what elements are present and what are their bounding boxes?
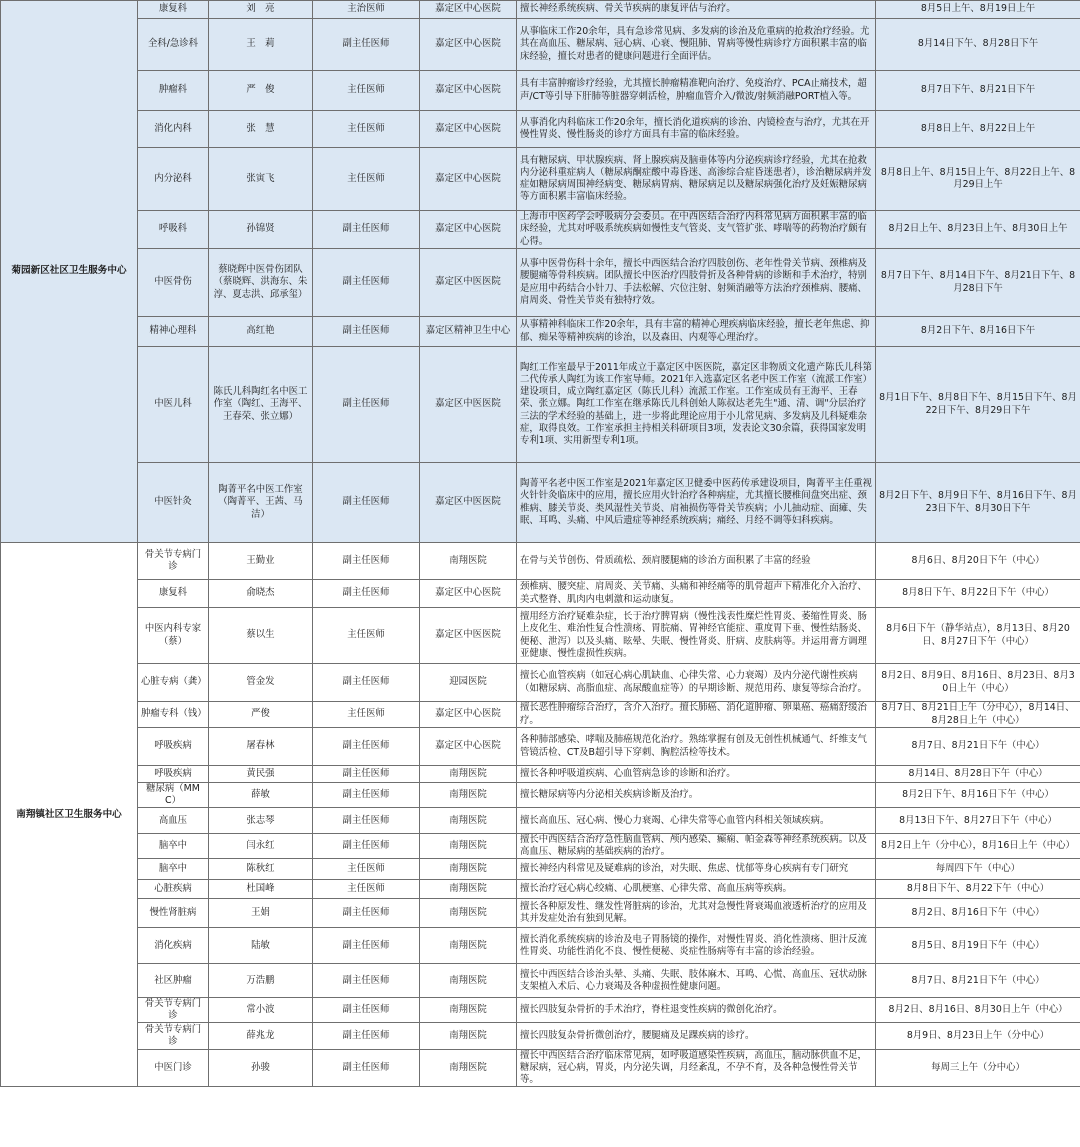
time-cell: 8月7日下午、8月21日下午 [876,71,1080,111]
title-cell: 副主任医师 [313,347,420,463]
department-cell: 中医儿科 [138,347,209,463]
title-cell: 副主任医师 [313,928,420,964]
department-cell: 脑卒中 [138,859,209,880]
department-cell: 心脏疾病 [138,880,209,899]
title-cell: 主治医师 [313,1,420,19]
department-cell: 中医骨伤 [138,249,209,317]
table-row [1,808,1080,834]
time-cell: 8月2日上午、8月23日上午、8月30日上午 [876,211,1080,249]
doctor-cell: 杜国峰 [209,880,313,899]
specialty-cell: 擅长治疗冠心病心绞痛、心肌梗塞、心律失常、高血压病等疾病。 [517,880,876,899]
specialty-cell: 从事精神科临床工作20余年，具有丰富的精神心理疾病临床经验，擅长老年焦虑、抑郁、痴呆等精神疾病的诊治，以及森田、内观等心理治疗。 [517,317,876,347]
time-cell: 8月7日、8月21日下午（中心） [876,964,1080,998]
specialty-cell: 陶菁平名老中医工作室是2021年嘉定区卫健委中医药传承建设项目，陶菁平主任重视火针针灸临床中的应用，擅长应用火针治疗各种病症，尤其擅长腰椎间盘突出症、颈椎病、膝关节炎、类风湿性关节炎、肩袖损伤等骨关节疾病；小儿抽动症、面瘫、失眠、耳鸣、头痛、中风后遗症等神经系统疾病；痛经、月经不调等妇科疾病。 [517,463,876,543]
table-row [1,580,1080,608]
department-cell: 骨关节专病门诊 [138,998,209,1023]
department-cell: 糖尿病（MMC） [138,783,209,808]
department-cell: 全科/急诊科 [138,19,209,71]
hospital-cell: 嘉定区中心医院 [420,148,517,211]
table-row [1,728,1080,766]
table-row [1,859,1080,880]
table-row [1,148,1080,211]
time-cell: 8月5日上午、8月19日上午 [876,1,1080,19]
hospital-cell: 南翔医院 [420,1050,517,1087]
specialty-cell: 擅长各种呼吸道疾病、心血管病急诊的诊断和治疗。 [517,766,876,783]
doctor-cell: 俞晓杰 [209,580,313,608]
title-cell: 主任医师 [313,71,420,111]
time-cell: 8月7日、8月21日上午（分中心），8月14日、8月28日上午（中心） [876,702,1080,728]
table-row [1,1,1080,19]
hospital-cell: 嘉定区精神卫生中心 [420,317,517,347]
table-row [1,71,1080,111]
doctor-cell: 张志琴 [209,808,313,834]
time-cell: 8月8日上午、8月15日上午、8月22日上午、8月29日上午 [876,148,1080,211]
table-row [1,1023,1080,1050]
title-cell: 副主任医师 [313,766,420,783]
title-cell: 主任医师 [313,148,420,211]
time-cell: 8月9日、8月23日上午（分中心） [876,1023,1080,1050]
department-cell: 康复科 [138,580,209,608]
table-row [1,1050,1080,1087]
title-cell: 主任医师 [313,880,420,899]
doctor-cell: 张 慧 [209,111,313,148]
specialty-cell: 擅长消化系统疾病的诊治及电子胃肠镜的操作，对慢性胃炎、消化性溃疡、胆汁反流性胃炎、功能性消化不良、慢性便秘、炎症性肠病等有丰富的诊治经验。 [517,928,876,964]
specialty-cell: 颈椎病、腰突症、肩周炎、关节痛、头痛和神经痛等的肌骨超声下精准化介入治疗、美式整脊、肌肉内电刺激和运动康复。 [517,580,876,608]
hospital-cell: 南翔医院 [420,899,517,928]
table-row [1,834,1080,859]
title-cell: 副主任医师 [313,998,420,1023]
title-cell: 副主任医师 [313,808,420,834]
table-row [1,347,1080,463]
hospital-cell: 南翔医院 [420,880,517,899]
doctor-cell: 黄民强 [209,766,313,783]
department-cell: 内分泌科 [138,148,209,211]
specialty-cell: 擅长四肢复杂骨折微创治疗，腰腿痛及足踝疾病的诊疗。 [517,1023,876,1050]
department-cell: 社区肿瘤 [138,964,209,998]
doctor-cell: 蔡晓辉中医骨伤团队（蔡晓辉、洪海东、朱淳、夏志洪、邱承玺） [209,249,313,317]
time-cell: 8月2日、8月16日下午（中心） [876,899,1080,928]
doctor-cell: 陆敏 [209,928,313,964]
time-cell: 8月8日上午、8月22日上午 [876,111,1080,148]
title-cell: 主任医师 [313,111,420,148]
time-cell: 8月6日、8月20日下午（中心） [876,543,1080,580]
time-cell: 8月14日下午、8月28日下午 [876,19,1080,71]
hospital-cell: 嘉定区中医医院 [420,463,517,543]
doctor-cell: 孙锦贤 [209,211,313,249]
department-cell: 中医内科专家（蔡） [138,608,209,664]
title-cell: 主任医师 [313,608,420,664]
title-cell: 副主任医师 [313,211,420,249]
time-cell: 8月5日、8月19日下午（中心） [876,928,1080,964]
doctor-cell: 刘 亮 [209,1,313,19]
time-cell: 8月1日下午、8月8日下午、8月15日下午、8月22日下午、8月29日下午 [876,347,1080,463]
table-row [1,664,1080,702]
specialty-cell: 具有糖尿病、甲状腺疾病、肾上腺疾病及脑垂体等内分泌疾病诊疗经验，尤其在抢救内分泌科重症病人（糖尿病酮症酸中毒昏迷、高渗综合症昏迷患者），诊治糖尿病并发症如糖尿病周围神经病变、糖尿病胃病、糖尿病足以及糖尿病强化治疗及妊娠糖尿病等方面积累丰富临床经验。 [517,148,876,211]
title-cell: 副主任医师 [313,728,420,766]
doctor-cell: 薛兆龙 [209,1023,313,1050]
time-cell: 8月2日下午、8月9日下午、8月16日下午、8月23日下午、8月30日下午 [876,463,1080,543]
table-row [1,317,1080,347]
doctor-cell: 高红艳 [209,317,313,347]
table-row [1,899,1080,928]
title-cell: 副主任医师 [313,543,420,580]
specialty-cell: 具有丰富肿瘤诊疗经验，尤其擅长肿瘤精准靶向治疗、免疫治疗、PCA止痛技术，超声/CT等引导下肝肺等脏器穿刺活检，肿瘤血管介入/微波/射频消融PORT植入等。 [517,71,876,111]
title-cell: 副主任医师 [313,783,420,808]
specialty-cell: 擅长各种原发性、继发性肾脏病的诊治，尤其对急慢性肾衰竭血液透析治疗的应用及其并发症处治有独到见解。 [517,899,876,928]
title-cell: 副主任医师 [313,249,420,317]
time-cell: 8月2日、8月16日、8月30日上午（中心） [876,998,1080,1023]
specialty-cell: 从事消化内科临床工作20余年，擅长消化道疾病的诊治、内镜检查与治疗，尤其在开慢性胃炎、慢性肠炎的诊疗方面具有丰富的临床经验。 [517,111,876,148]
time-cell: 8月8日下午、8月22下午（中心） [876,880,1080,899]
doctor-cell: 管金发 [209,664,313,702]
title-cell: 副主任医师 [313,899,420,928]
department-cell: 中医门诊 [138,1050,209,1087]
department-cell: 呼吸疾病 [138,766,209,783]
doctor-cell: 孙骏 [209,1050,313,1087]
specialty-cell: 擅长恶性肿瘤综合治疗，含介入治疗。擅长肺癌、消化道肿瘤、卵巢癌、癌痛舒缓治疗。 [517,702,876,728]
time-cell: 8月2日上午（分中心），8月16日上午（中心） [876,834,1080,859]
hospital-cell: 南翔医院 [420,928,517,964]
hospital-cell: 嘉定区中心医院 [420,19,517,71]
schedule-body [1,1,1080,1087]
specialty-cell: 从事临床工作20余年，具有急诊常见病、多发病的诊治及危重病的抢救治疗经验。尤其在高血压、糖尿病、冠心病、心衰、慢阻肺、胃病等慢性病诊疗方面积累丰富的临床经验，擅长对患者的健康问题进行全面评估。 [517,19,876,71]
table-row [1,19,1080,71]
specialty-cell: 擅用经方治疗疑难杂症，长于治疗脾胃病（慢性浅表性糜烂性胃炎、萎缩性胃炎、肠上皮化生、难治性复合性溃疡、胃脘痛、胃神经官能症、重度胃下垂、慢性结肠炎、便秘、泄泻）以及头痛、眩晕、失眠、慢性肾炎、肝病、皮肤病等。并运用膏方调理亚健康、慢性虚损性疾病。 [517,608,876,664]
doctor-cell: 常小波 [209,998,313,1023]
doctor-cell: 陶菁平名中医工作室（陶菁平、王茜、马洁） [209,463,313,543]
department-cell: 消化疾病 [138,928,209,964]
time-cell: 8月14日、8月28日下午（中心） [876,766,1080,783]
table-row [1,766,1080,783]
specialty-cell: 擅长糖尿病等内分泌相关疾病诊断及治疗。 [517,783,876,808]
table-row [1,211,1080,249]
hospital-cell: 嘉定区中心医院 [420,71,517,111]
time-cell: 8月13日下午、8月27日下午（中心） [876,808,1080,834]
hospital-cell: 南翔医院 [420,998,517,1023]
table-row [1,608,1080,664]
department-cell: 心脏专病（龚） [138,664,209,702]
specialty-cell: 擅长四肢复杂骨折的手术治疗，脊柱退变性疾病的微创化治疗。 [517,998,876,1023]
specialty-cell: 擅长中西医结合诊治头晕、头痛、失眠、肢体麻木、耳鸣、心慌、高血压、冠状动脉支架植入术后、心力衰竭及各种虚损性健康问题。 [517,964,876,998]
doctor-cell: 张寅飞 [209,148,313,211]
department-cell: 骨关节专病门诊 [138,1023,209,1050]
specialty-cell: 擅长心血管疾病（如冠心病心肌缺血、心律失常、心力衰竭）及内分泌代谢性疾病（如糖尿病、高脂血症、高尿酸血症等）的早期诊断、规范用药、康复等综合治疗。 [517,664,876,702]
specialty-cell: 擅长中西医结合治疗临床常见病，如呼吸道感染性疾病，高血压，脑动脉供血不足，糖尿病，冠心病，胃炎，内分泌失调，月经紊乱，不孕不育，及各种急慢性骨关节等。 [517,1050,876,1087]
hospital-cell: 嘉定区中心医院 [420,728,517,766]
title-cell: 副主任医师 [313,664,420,702]
hospital-cell: 迎园医院 [420,664,517,702]
doctor-cell: 陈秋红 [209,859,313,880]
doctor-cell: 严 俊 [209,71,313,111]
department-cell: 骨关节专病门诊 [138,543,209,580]
department-cell: 脑卒中 [138,834,209,859]
hospital-cell: 南翔医院 [420,543,517,580]
doctor-cell: 薛敏 [209,783,313,808]
time-cell: 8月7日、8月21日下午（中心） [876,728,1080,766]
doctor-cell: 闫永红 [209,834,313,859]
hospital-cell: 嘉定区中医医院 [420,347,517,463]
title-cell: 主任医师 [313,859,420,880]
specialty-cell: 陶红工作室最早于2011年成立于嘉定区中医医院，嘉定区非物质文化遗产陈氏儿科第二代传承人陶红为该工作室导师。2021年入选嘉定区名老中医工作室（流派工作室）建设项目，成立陶红嘉定区（陈氏儿科）流派工作室。工作室成员有王海平、王春荣、张立娜。陶红工作室在继承陈氏儿科创始人陈叔达老先生"通、清、调"分层治疗三法的学术经验的基础上，进一步将此理论应用于小儿常见病、多发病及儿科疑难杂症，取得良效。工作室承担主持相关科研项目3项，发表论文30余篇，获得国家发明专利1项、实用新型专利1项。 [517,347,876,463]
time-cell: 8月8日下午、8月22日下午（中心） [876,580,1080,608]
department-cell: 呼吸疾病 [138,728,209,766]
hospital-cell: 嘉定区中心医院 [420,702,517,728]
doctor-cell: 蔡以生 [209,608,313,664]
time-cell: 8月2日下午、8月16日下午 [876,317,1080,347]
doctor-cell: 万浩鹏 [209,964,313,998]
title-cell: 副主任医师 [313,19,420,71]
table-row [1,249,1080,317]
specialty-cell: 擅长神经系统疾病、骨关节疾病的康复评估与治疗。 [517,1,876,19]
table-row [1,702,1080,728]
table-row [1,111,1080,148]
title-cell: 副主任医师 [313,834,420,859]
hospital-cell: 嘉定区中心医院 [420,580,517,608]
time-cell: 每周四下午（中心） [876,859,1080,880]
title-cell: 副主任医师 [313,580,420,608]
specialty-cell: 擅长神经内科常见及疑难病的诊治，对失眠、焦虑、忧郁等身心疾病有专门研究 [517,859,876,880]
table-row [1,463,1080,543]
hospital-cell: 南翔医院 [420,859,517,880]
doctor-cell: 陈氏儿科陶红名中医工作室（陶红、王海平、王春荣、张立娜） [209,347,313,463]
specialty-cell: 从事中医骨伤科十余年，擅长中西医结合治疗四肢创伤、老年性骨关节病、颈椎病及腰腿痛等骨科疾病。团队擅长中医治疗四肢骨折及各种骨病的诊断和手术治疗，特别是应用中药结合小针刀、手法松解、穴位注射、射频消融等方法治疗颈椎病、腰痛、肩周炎、骨性关节炎有独特疗效。 [517,249,876,317]
hospital-cell: 南翔医院 [420,1023,517,1050]
hospital-cell: 嘉定区中医医院 [420,249,517,317]
table-row [1,964,1080,998]
doctor-cell: 王勤业 [209,543,313,580]
hospital-cell: 嘉定区中心医院 [420,1,517,19]
department-cell: 中医针灸 [138,463,209,543]
table-row [1,783,1080,808]
specialty-cell: 各种肺部感染、哮喘及肺癌规范化治疗。熟练掌握有创及无创性机械通气、纤维支气管镜活检、CT及B超引导下穿刺、胸腔活检等技术。 [517,728,876,766]
hospital-cell: 南翔医院 [420,766,517,783]
title-cell: 主任医师 [313,702,420,728]
title-cell: 副主任医师 [313,964,420,998]
specialty-cell: 擅长高血压、冠心病、慢心力衰竭、心律失常等心血管内科相关领域疾病。 [517,808,876,834]
table-row [1,998,1080,1023]
specialty-cell: 擅长中西医结合治疗急性脑血管病、颅内感染、癫痫、帕金森等神经系统疾病。以及高血压、糖尿病的基础疾病的治疗。 [517,834,876,859]
title-cell: 副主任医师 [313,1023,420,1050]
service-center-name: 南翔镇社区卫生服务中心 [1,543,138,1087]
department-cell: 肿瘤专科（钱） [138,702,209,728]
service-center-name: 菊园新区社区卫生服务中心 [1,1,138,543]
specialty-cell: 上海市中医药学会呼吸病分会委员。在中西医结合治疗内科常见病方面积累丰富的临床经验，尤其对呼吸系统疾病如慢性支气管炎、支气管扩张、哮喘等的药物治疗颇有心得。 [517,211,876,249]
hospital-cell: 嘉定区中心医院 [420,111,517,148]
department-cell: 呼吸科 [138,211,209,249]
table-row [1,928,1080,964]
hospital-cell: 南翔医院 [420,964,517,998]
doctor-cell: 王娟 [209,899,313,928]
doctor-cell: 屠春林 [209,728,313,766]
department-cell: 精神心理科 [138,317,209,347]
specialty-cell: 在骨与关节创伤、骨质疏松、颈肩腰腿痛的诊治方面积累了丰富的经验 [517,543,876,580]
hospital-cell: 嘉定区中心医院 [420,211,517,249]
time-cell: 每周三上午（分中心） [876,1050,1080,1087]
doctor-cell: 王 莉 [209,19,313,71]
hospital-cell: 嘉定区中医医院 [420,608,517,664]
time-cell: 8月7日下午、8月14日下午、8月21日下午、8月28日下午 [876,249,1080,317]
time-cell: 8月2日下午、8月16日下午（中心） [876,783,1080,808]
department-cell: 消化内科 [138,111,209,148]
department-cell: 慢性肾脏病 [138,899,209,928]
table-row [1,880,1080,899]
hospital-cell: 南翔医院 [420,834,517,859]
doctor-cell: 严俊 [209,702,313,728]
department-cell: 高血压 [138,808,209,834]
title-cell: 副主任医师 [313,463,420,543]
title-cell: 副主任医师 [313,317,420,347]
table-row [1,543,1080,580]
time-cell: 8月2日、8月9日、8月16日、8月23日、8月30日上午（中心） [876,664,1080,702]
time-cell: 8月6日下午（静华站点），8月13日、8月20日、8月27日下午（中心） [876,608,1080,664]
title-cell: 副主任医师 [313,1050,420,1087]
hospital-cell: 南翔医院 [420,783,517,808]
department-cell: 肿瘤科 [138,71,209,111]
department-cell: 康复科 [138,1,209,19]
hospital-cell: 南翔医院 [420,808,517,834]
